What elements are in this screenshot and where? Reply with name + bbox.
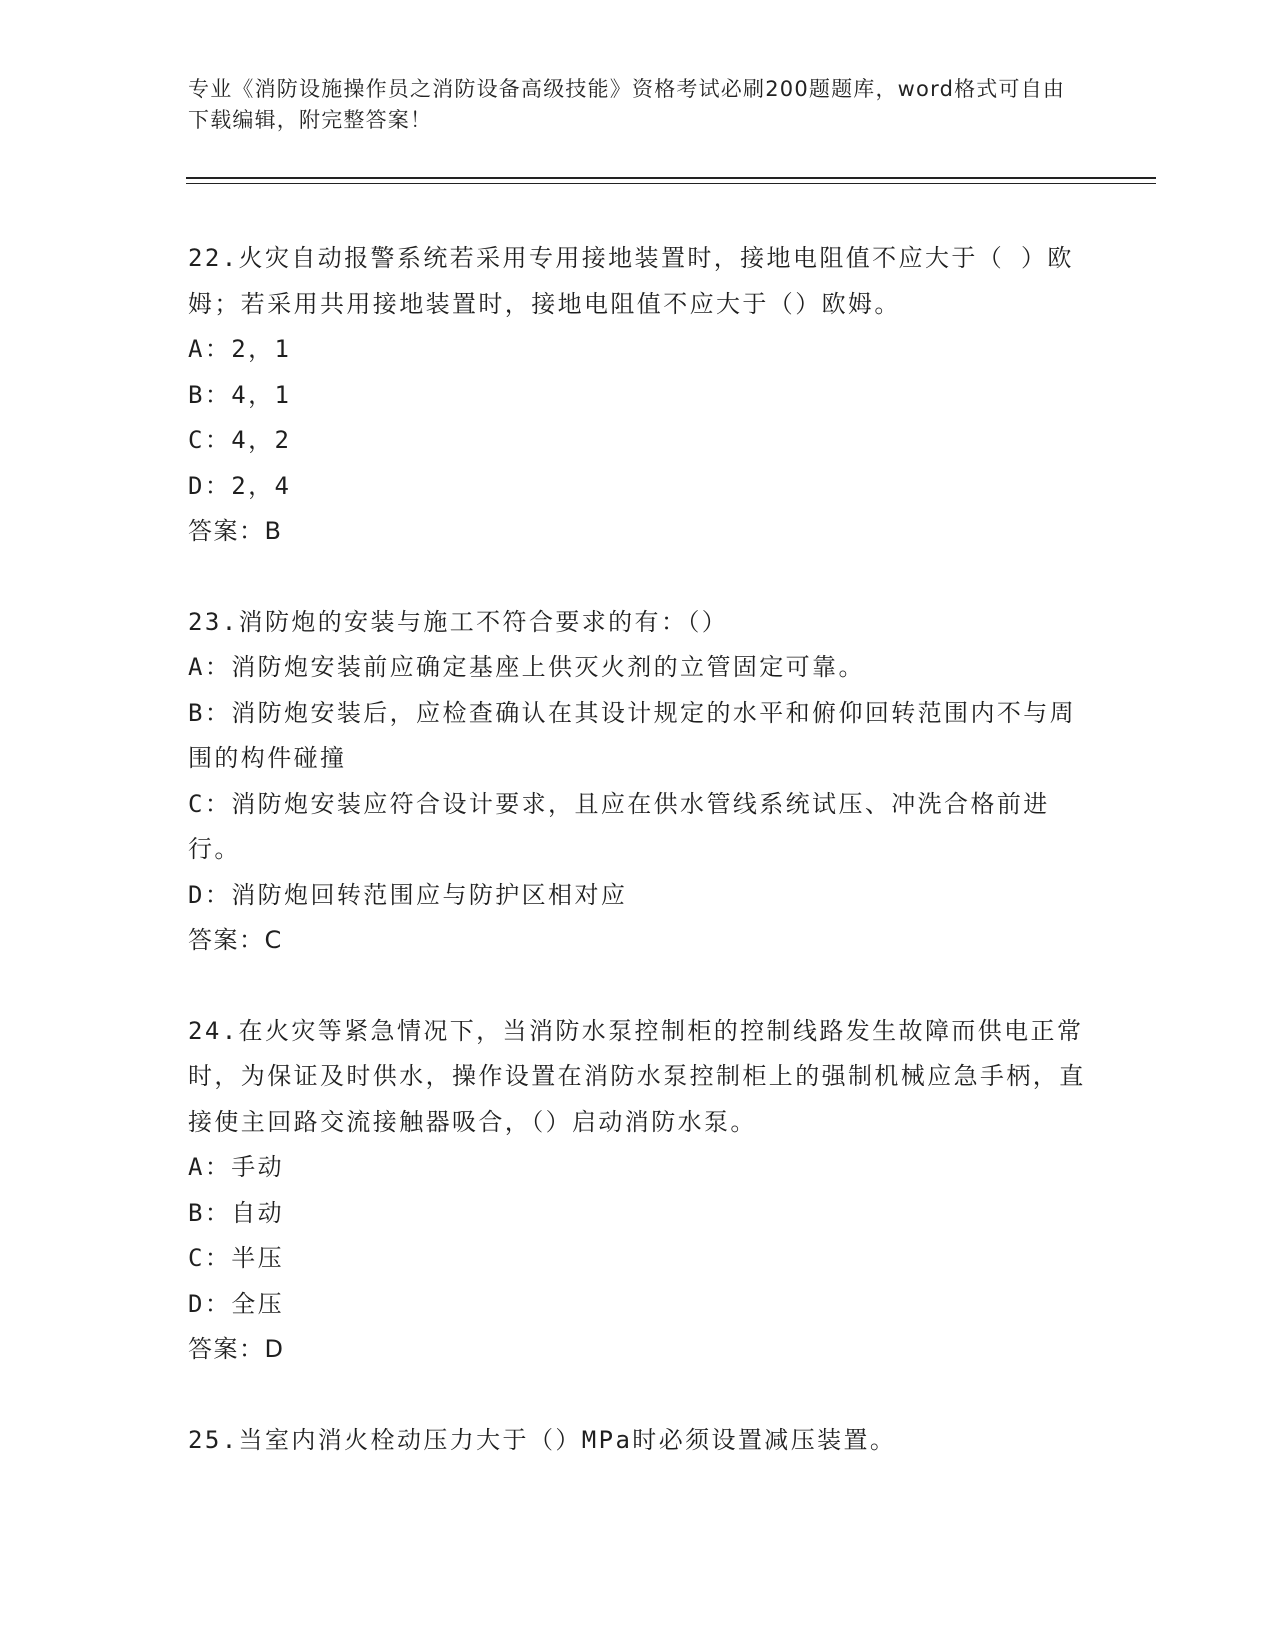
option-d: D：全压 — [188, 1289, 285, 1318]
option-c: C：消防炮安装应符合设计要求，且应在供水管线系统试压、冲洗合格前进行。 — [188, 789, 1050, 863]
question-stem: 24.在火灾等紧急情况下，当消防水泵控制柜的控制线路发生故障而供电正常时，为保证及时供水，操作设置在消防水泵控制柜上的强制机械应急手柄，直接使主回路交流接触器吸合，（）启动消防水泵。 — [188, 1016, 1086, 1136]
header-intro-text: 专业《消防设施操作员之消防设备高级技能》资格考试必刷200题题库，word格式可自由下载编辑，附完整答案！ — [188, 77, 1066, 132]
answer-label: 答案： — [188, 517, 265, 545]
question-25 — [188, 1418, 1088, 1464]
option-a: A：2，1 — [188, 335, 292, 363]
question-stem: 23.消防炮的安装与施工不符合要求的有：（） — [188, 607, 729, 636]
option-b: B：消防炮安装后，应检查确认在其设计规定的水平和俯仰回转范围内不与周围的构件碰撞 — [188, 698, 1077, 772]
question-stem: 22.火灾自动报警系统若采用专用接地装置时，接地电阻值不应大于（ ）欧姆；若采用共用接地装置时，接地电阻值不应大于（）欧姆。 — [188, 244, 1074, 318]
option-d: D：2，4 — [188, 471, 292, 500]
answer-value: D — [264, 1335, 285, 1363]
option-d: D：消防炮回转范围应与防护区相对应 — [188, 880, 628, 909]
question-23 — [188, 600, 1088, 964]
header-divider-thin — [186, 183, 1156, 184]
document-header — [188, 74, 1068, 136]
answer-line — [188, 918, 1088, 964]
header-divider-thick — [186, 177, 1156, 179]
answer-label: 答案： — [188, 1335, 265, 1363]
option-c: C：半压 — [188, 1244, 285, 1272]
answer-line — [188, 509, 1088, 555]
question-24 — [188, 1009, 1088, 1373]
answer-value: B — [264, 517, 283, 545]
question-stem: 25.当室内消火栓动压力大于（）MPa时必须设置减压装置。 — [188, 1425, 897, 1454]
option-b: B：4，1 — [188, 380, 292, 409]
answer-line — [188, 1327, 1088, 1373]
answer-label: 答案： — [188, 926, 265, 954]
question-22 — [188, 236, 1088, 555]
option-a: A：手动 — [188, 1153, 285, 1181]
question-list — [188, 236, 1088, 1508]
answer-value: C — [264, 926, 283, 954]
option-b: B：自动 — [188, 1198, 285, 1227]
option-a: A：消防炮安装前应确定基座上供灭火剂的立管固定可靠。 — [188, 653, 865, 681]
option-c: C：4，2 — [188, 426, 292, 454]
